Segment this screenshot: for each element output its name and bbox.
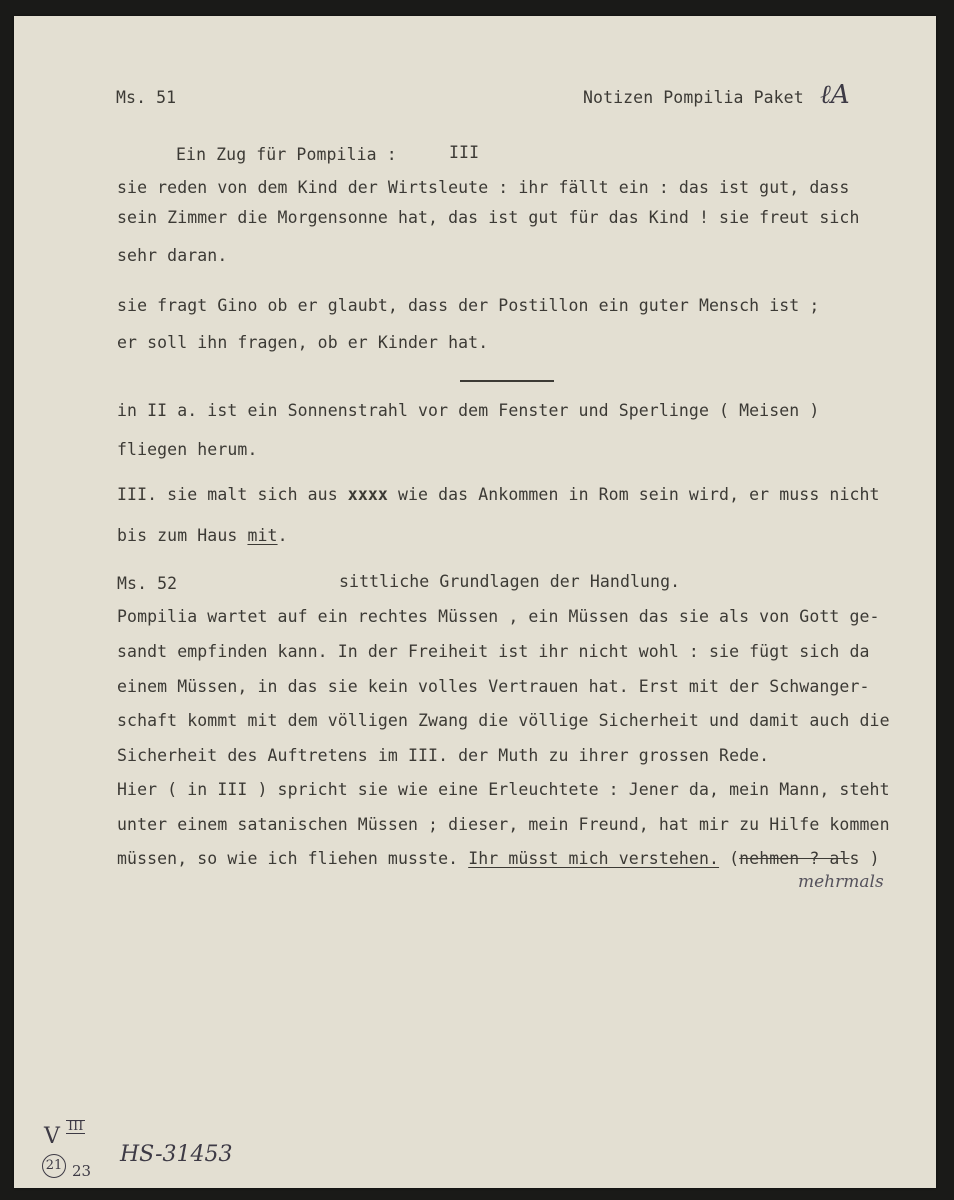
text-line: unter einem satanischen Müssen ; dieser, mein Freund, hat mir zu Hilfe kommen: [117, 815, 890, 834]
struck-text: nehmen ? al: [739, 849, 850, 868]
text-line: Pompilia wartet auf ein rechtes Müssen , ein Müssen das sie als von Gott ge-: [117, 607, 880, 626]
text-line: sie reden von dem Kind der Wirtsleute : ihr fällt ein : das ist gut, dass: [117, 178, 850, 197]
text-line: fliegen herum.: [117, 440, 258, 459]
section-heading: Ein Zug für Pompilia :: [176, 145, 397, 164]
archive-number: 23: [72, 1162, 92, 1180]
text-line: sandt empfinden kann. In der Freiheit ist ihr nicht wohl : sie fügt sich da: [117, 642, 870, 661]
text-line: in II a. ist ein Sonnenstrahl vor dem Fenster und Sperlinge ( Meisen ): [117, 401, 820, 420]
section-title: sittliche Grundlagen der Handlung.: [339, 572, 681, 591]
section-heading-number: III: [449, 143, 480, 162]
text-line: schaft kommt mit dem völligen Zwang die völlige Sicherheit und damit auch die: [117, 711, 890, 730]
notes-title: Notizen Pompilia Paket: [583, 88, 804, 107]
ms-number-52: Ms. 52: [117, 574, 178, 593]
separator-rule: [460, 380, 554, 382]
text-line: Hier ( in III ) spricht sie wie eine Erleuchtete : Jener da, mein Mann, steht: [117, 780, 890, 799]
underlined-phrase: Ihr müsst mich verstehen.: [468, 849, 720, 868]
text-line: sein Zimmer die Morgensonne hat, das ist gut für das Kind ! sie freut sich: [117, 208, 860, 227]
archive-circle-number: 21: [42, 1154, 66, 1178]
struck-word: xxxx: [347, 485, 388, 504]
underlined-word: mit: [247, 526, 278, 545]
archive-mark-v: V: [44, 1124, 60, 1149]
text-line: müssen, so wie ich fliehen musste. Ihr müsst mich verstehen. (nehmen ? als ): [117, 849, 880, 868]
text-line: er soll ihn fragen, ob er Kinder hat.: [117, 333, 489, 352]
ms-number-header: Ms. 51: [116, 88, 177, 107]
handwritten-mark: ℓA: [820, 80, 850, 110]
text-line: sehr daran.: [117, 246, 228, 265]
text-line: bis zum Haus mit.: [117, 526, 288, 545]
text-line: III. sie malt sich aus xxxx wie das Ankommen in Rom sein wird, er muss nicht: [117, 485, 880, 504]
text-line: sie fragt Gino ob er glaubt, dass der Postillon ein guter Mensch ist ;: [117, 296, 820, 315]
text-line: Sicherheit des Auftretens im III. der Muth zu ihrer grossen Rede.: [117, 746, 770, 765]
archive-mark-roman: III: [68, 1119, 84, 1134]
shelfmark: HS-31453: [120, 1142, 233, 1167]
handwritten-correction: mehrmals: [798, 872, 884, 892]
text-line: einem Müssen, in das sie kein volles Vertrauen hat. Erst mit der Schwanger-: [117, 677, 870, 696]
